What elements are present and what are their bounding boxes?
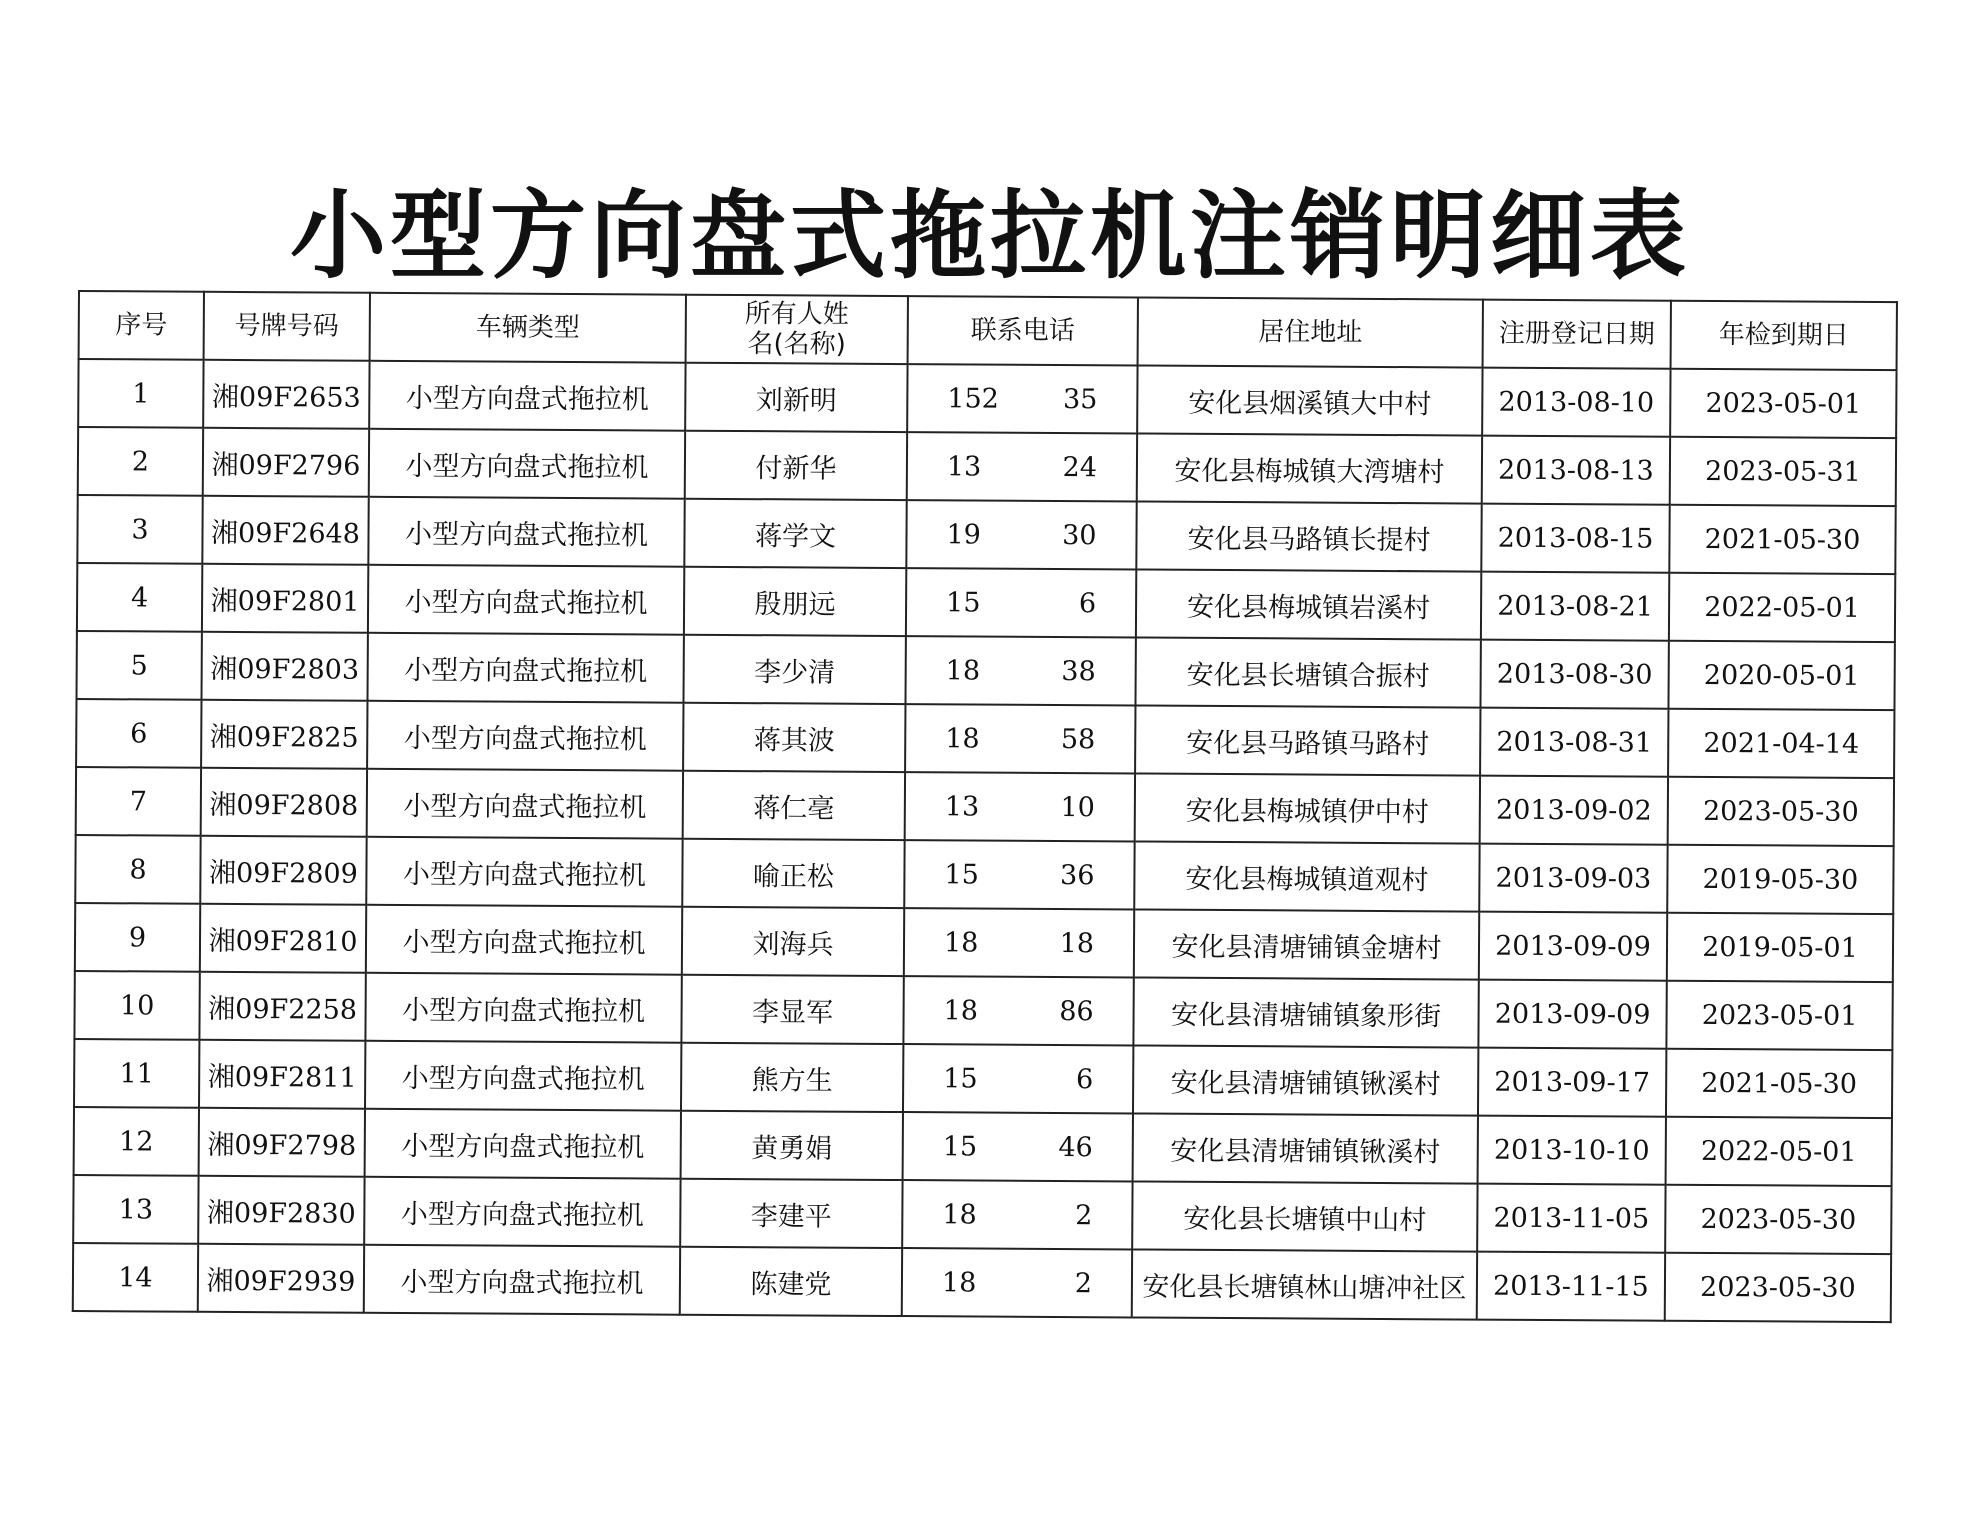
phone-visible-start: 18 [942,1198,977,1231]
cell-inspect-date: 2021-04-14 [1668,709,1894,778]
header-owner-line2: 名(名称) [747,329,846,360]
phone-visible-end: 58 [1060,723,1096,755]
phone-redaction-mask [982,656,1059,686]
header-address: 居住地址 [1138,297,1483,367]
phone-visible-start: 18 [945,722,980,755]
cell-seq: 12 [74,1107,199,1176]
cell-vehicle-type: 小型方向盘式拖拉机 [368,565,684,635]
cell-seq: 10 [74,971,199,1040]
cell-reg-date: 2013-11-15 [1477,1252,1665,1321]
phone-number [947,451,1097,483]
phone-redaction-mask [980,928,1057,958]
header-plate: 号牌号码 [204,292,370,361]
cell-vehicle-type: 小型方向盘式拖拉机 [369,429,685,499]
phone-visible-start: 18 [945,654,981,687]
cell-phone [905,772,1135,841]
phone-number [945,723,1095,755]
cell-reg-date: 2013-11-05 [1477,1184,1665,1253]
cell-inspect-date: 2023-05-01 [1666,981,1892,1050]
phone-number [944,859,1094,891]
cell-owner: 蒋学文 [684,499,906,568]
document-title: 小型方向盘式拖拉机注销明细表 [290,180,1690,292]
cell-inspect-date: 2019-05-30 [1667,845,1893,914]
phone-visible-start: 13 [944,790,980,823]
cell-address: 安化县长塘镇合振村 [1135,637,1480,707]
cell-owner: 刘海兵 [682,907,904,976]
phone-visible-end: 36 [1059,859,1095,891]
cell-inspect-date: 2023-05-30 [1665,1253,1891,1322]
table-row [75,903,1893,982]
cell-reg-date: 2013-09-09 [1479,912,1667,981]
cell-reg-date: 2013-08-30 [1480,640,1668,709]
cell-plate: 湘09F2798 [199,1108,365,1177]
table-row [77,495,1895,574]
cell-inspect-date: 2023-05-30 [1668,777,1894,846]
cell-owner: 付新华 [685,431,907,500]
cell-inspect-date: 2021-05-30 [1666,1049,1892,1118]
deregistration-table [72,290,1898,1323]
cell-phone [902,1180,1132,1249]
phone-visible-start: 18 [943,994,979,1027]
cell-plate: 湘09F2648 [202,496,368,565]
cell-inspect-date: 2023-05-01 [1670,369,1896,438]
phone-number [945,791,1095,823]
phone-visible-end: 35 [1062,383,1098,415]
phone-visible-end: 30 [1062,519,1097,551]
table-row [77,631,1895,710]
cell-reg-date: 2013-09-03 [1479,844,1667,913]
phone-number [946,655,1096,687]
cell-plate: 湘09F2830 [198,1176,364,1245]
cell-address: 安化县长塘镇林山塘冲社区 [1132,1249,1477,1319]
cell-plate: 湘09F2810 [200,904,366,973]
phone-number [943,1131,1093,1163]
cell-vehicle-type: 小型方向盘式拖拉机 [366,837,682,907]
table-body [73,359,1897,1322]
phone-visible-start: 13 [946,450,982,483]
phone-visible-start: 152 [947,382,999,415]
phone-number [944,995,1094,1027]
cell-plate: 湘09F2653 [203,360,369,429]
cell-reg-date: 2013-08-31 [1480,708,1668,777]
cell-plate: 湘09F2825 [201,700,367,769]
cell-seq: 13 [73,1175,198,1244]
header-owner [686,295,908,364]
phone-redaction-mask [979,1132,1056,1162]
cell-inspect-date: 2022-05-01 [1669,573,1895,642]
cell-inspect-date: 2021-05-30 [1669,505,1895,574]
cell-seq: 9 [75,903,200,972]
cell-seq: 2 [78,427,203,496]
cell-address: 安化县清塘铺镇锹溪村 [1133,1045,1478,1115]
cell-owner: 殷朋远 [684,567,906,636]
phone-redaction-mask [978,1268,1073,1299]
cell-address: 安化县梅城镇岩溪村 [1136,569,1481,639]
phone-visible-end: 6 [1075,1063,1094,1095]
table-row [76,699,1894,778]
cell-phone [905,636,1135,705]
phone-redaction-mask [981,860,1058,890]
phone-number [944,927,1094,959]
cell-plate: 湘09F2796 [203,428,369,497]
phone-number [946,587,1096,619]
cell-address: 安化县长塘镇中山村 [1132,1181,1477,1251]
phone-visible-end: 86 [1059,995,1094,1027]
cell-address: 安化县梅城镇伊中村 [1135,773,1480,843]
cell-vehicle-type: 小型方向盘式拖拉机 [364,1245,680,1315]
cell-seq: 3 [77,495,202,564]
cell-seq: 14 [73,1243,198,1312]
phone-visible-end: 38 [1061,655,1096,687]
header-phone: 联系电话 [908,296,1138,365]
cell-owner: 喻正松 [682,839,904,908]
phone-redaction-mask [983,520,1060,550]
cell-owner: 蒋仁亳 [683,771,905,840]
table-row [74,971,1892,1050]
phone-visible-end: 10 [1060,791,1095,823]
cell-phone [902,1248,1132,1317]
cell-address: 安化县清塘铺镇象形街 [1133,977,1478,1047]
cell-reg-date: 2013-09-02 [1480,776,1668,845]
cell-seq: 5 [77,631,202,700]
header-vehicle-type: 车辆类型 [370,293,686,363]
cell-reg-date: 2013-08-15 [1481,504,1669,573]
phone-number [943,1063,1093,1095]
cell-plate: 湘09F2803 [201,632,367,701]
phone-redaction-mask [982,588,1077,619]
cell-phone [906,568,1136,637]
cell-plate: 湘09F2939 [198,1244,364,1313]
phone-visible-start: 15 [942,1130,978,1163]
phone-number [942,1267,1092,1299]
cell-vehicle-type: 小型方向盘式拖拉机 [368,497,684,567]
cell-address: 安化县马路镇长提村 [1136,501,1481,571]
cell-vehicle-type: 小型方向盘式拖拉机 [366,905,682,975]
cell-phone [904,840,1134,909]
phone-number [947,383,1097,415]
phone-visible-start: 15 [946,586,981,619]
cell-vehicle-type: 小型方向盘式拖拉机 [365,1109,681,1179]
phone-visible-end: 18 [1059,927,1095,959]
table-row [78,359,1896,438]
cell-owner: 李显军 [681,975,903,1044]
header-seq: 序号 [79,291,204,360]
header-reg-date: 注册登记日期 [1483,300,1671,369]
table-row [76,767,1894,846]
cell-phone [903,1112,1133,1181]
cell-phone [907,432,1137,501]
phone-visible-start: 18 [941,1266,977,1299]
table-row [77,563,1895,642]
phone-redaction-mask [1001,384,1061,414]
phone-visible-end: 24 [1062,451,1098,483]
cell-vehicle-type: 小型方向盘式拖拉机 [369,361,685,431]
header-owner-line1: 所有人姓 [744,299,849,330]
phone-redaction-mask [979,1064,1074,1095]
phone-redaction-mask [979,1200,1074,1231]
phone-visible-end: 46 [1058,1131,1093,1163]
table-row [78,427,1896,506]
cell-owner: 黄勇娟 [681,1111,903,1180]
cell-vehicle-type: 小型方向盘式拖拉机 [364,1177,680,1247]
table-row [74,1039,1892,1118]
cell-seq: 6 [76,699,201,768]
cell-plate: 湘09F2811 [199,1040,365,1109]
cell-address: 安化县梅城镇道观村 [1134,841,1479,911]
cell-inspect-date: 2019-05-01 [1667,913,1893,982]
cell-seq: 8 [75,835,200,904]
cell-vehicle-type: 小型方向盘式拖拉机 [365,973,681,1043]
header-inspect-date: 年检到期日 [1671,301,1897,370]
cell-plate: 湘09F2801 [202,564,368,633]
cell-vehicle-type: 小型方向盘式拖拉机 [367,633,683,703]
cell-seq: 11 [74,1039,199,1108]
cell-address: 安化县烟溪镇大中村 [1137,365,1482,435]
cell-owner: 蒋其波 [683,703,905,772]
cell-address: 安化县梅城镇大湾塘村 [1137,433,1482,503]
cell-reg-date: 2013-08-10 [1482,368,1670,437]
phone-visible-start: 15 [944,858,979,891]
table-row [74,1107,1892,1186]
cell-owner: 刘新明 [685,363,907,432]
cell-reg-date: 2013-08-21 [1481,572,1669,641]
cell-phone [904,908,1134,977]
cell-vehicle-type: 小型方向盘式拖拉机 [367,769,683,839]
cell-owner: 陈建党 [680,1247,902,1316]
cell-plate: 湘09F2258 [199,972,365,1041]
cell-vehicle-type: 小型方向盘式拖拉机 [367,701,683,771]
phone-visible-end: 2 [1075,1199,1093,1231]
cell-seq: 4 [77,563,202,632]
phone-redaction-mask [980,996,1057,1026]
cell-inspect-date: 2022-05-01 [1666,1117,1892,1186]
phone-visible-start: 18 [943,926,979,959]
cell-address: 安化县马路镇马路村 [1135,705,1480,775]
phone-redaction-mask [981,792,1058,822]
cell-owner: 熊方生 [681,1043,903,1112]
cell-reg-date: 2013-08-13 [1482,436,1670,505]
cell-phone [905,704,1135,773]
cell-inspect-date: 2023-05-31 [1670,437,1896,506]
cell-vehicle-type: 小型方向盘式拖拉机 [365,1041,681,1111]
phone-redaction-mask [982,724,1059,754]
table-row [75,835,1893,914]
phone-number [942,1199,1092,1231]
cell-reg-date: 2013-09-09 [1478,980,1666,1049]
phone-visible-start: 15 [943,1062,978,1095]
cell-reg-date: 2013-10-10 [1478,1116,1666,1185]
table-row [73,1243,1891,1322]
cell-inspect-date: 2023-05-30 [1665,1185,1891,1254]
phone-number [946,519,1096,551]
cell-phone [906,500,1136,569]
cell-phone [903,976,1133,1045]
cell-phone [907,364,1137,433]
cell-plate: 湘09F2808 [201,768,367,837]
phone-visible-end: 2 [1074,1267,1093,1299]
cell-reg-date: 2013-09-17 [1478,1048,1666,1117]
cell-inspect-date: 2020-05-01 [1668,641,1894,710]
cell-phone [903,1044,1133,1113]
cell-owner: 李少清 [683,635,905,704]
cell-address: 安化县清塘铺镇锹溪村 [1133,1113,1478,1183]
cell-address: 安化县清塘铺镇金塘村 [1134,909,1479,979]
cell-seq: 1 [78,359,203,428]
cell-owner: 李建平 [680,1179,902,1248]
phone-redaction-mask [983,452,1060,482]
table-row [73,1175,1891,1254]
cell-plate: 湘09F2809 [200,836,366,905]
cell-seq: 7 [76,767,201,836]
header-row [79,291,1897,370]
phone-visible-start: 19 [946,518,981,551]
phone-visible-end: 6 [1078,587,1097,619]
